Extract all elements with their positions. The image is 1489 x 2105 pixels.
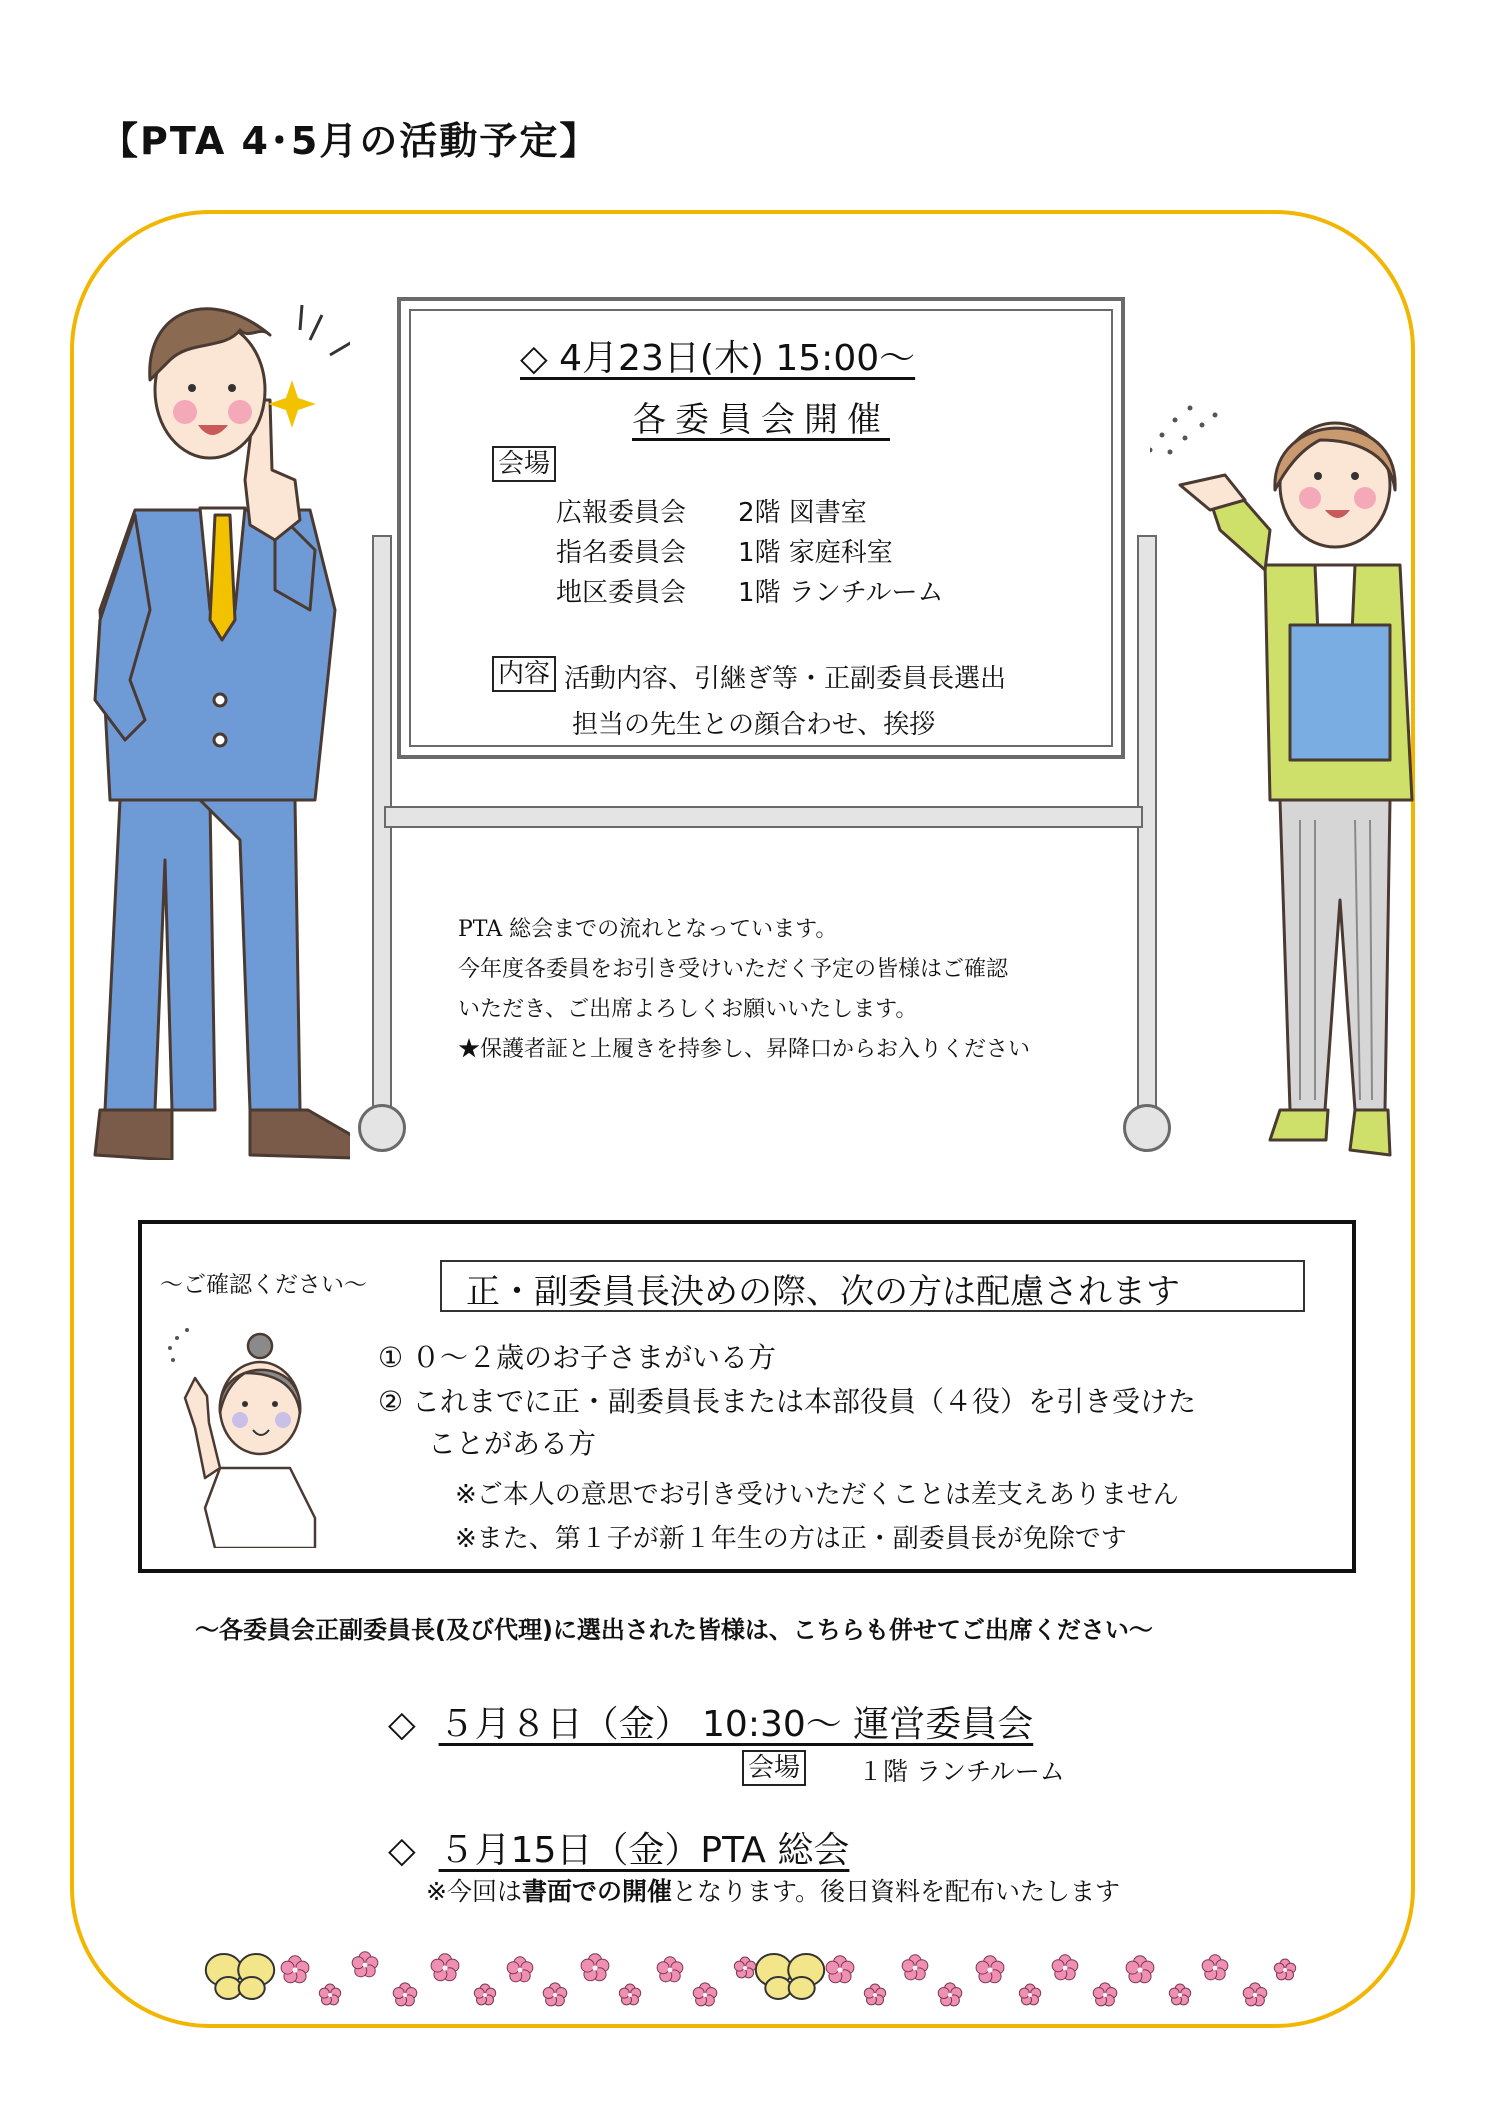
attendance-note: ～各委員会正副委員長(及び代理)に選出された皆様は、こちらも併せてご出席ください～: [195, 1616, 1153, 1644]
blossom-icon: [1202, 1955, 1228, 1980]
venue-name: 指名委員会: [556, 538, 687, 568]
board-date-line: ◇ 4月23日(木) 15:00～: [520, 338, 916, 379]
blossom-icon: [281, 1956, 309, 1983]
meeting2-line: [388, 1822, 849, 1873]
blossom-icon: [393, 1983, 417, 2006]
confirm-title: 正・副委員長決めの際、次の方は配慮されます: [466, 1272, 1180, 1312]
content-line: 担当の先生との顔合わせ、挨拶: [572, 710, 936, 740]
note-line: ★保護者証と上履きを持参し、昇降口からお入りください: [458, 1037, 1031, 1062]
meeting1-venue-label: 会場: [742, 1750, 806, 1786]
blossom-icon: [1274, 1959, 1295, 1980]
blossom-icon: [864, 1984, 885, 2005]
venue-label: 会場: [492, 446, 556, 482]
blossom-icon: [581, 1954, 609, 1981]
confirm-item: ことがある方: [428, 1427, 597, 1460]
blossom-icon: [431, 1954, 459, 1981]
blossom-icon: [1052, 1955, 1078, 1980]
content-line: 活動内容、引継ぎ等・正副委員長選出: [564, 664, 1007, 694]
meeting2-note: [426, 1872, 1120, 1908]
blossom-border: [200, 1940, 1300, 2015]
blossom-icon: [352, 1952, 378, 1977]
venue-name: 地区委員会: [556, 578, 687, 608]
blossom-decor-group: [206, 1952, 1296, 2006]
butterfly-icon: [206, 1954, 274, 1999]
meeting1-text: ５月８日（金） 10:30～ 運営委員会: [438, 1704, 1034, 1745]
note-line: PTA 総会までの流れとなっています。: [458, 917, 838, 942]
blossom-icon: [474, 1984, 495, 2005]
diamond-marker: ◇: [388, 1830, 416, 1871]
businessman-illustration: [60, 280, 350, 1160]
ok-sign-woman-illustration: [165, 1318, 325, 1548]
venue-row: [556, 532, 893, 569]
meeting2-note-prefix: ※今回は: [426, 1877, 522, 1906]
blossom-icon: [1126, 1956, 1154, 1983]
blossom-icon: [902, 1955, 928, 1980]
venue-place: 1階 家庭科室: [738, 538, 893, 568]
blossom-icon: [976, 1956, 1004, 1983]
blossom-icon: [1169, 1984, 1190, 2005]
board-heading: 各委員会開催: [632, 400, 890, 440]
meeting2-note-bold: 書面での開催: [521, 1877, 672, 1906]
venue-name: 広報委員会: [556, 498, 687, 528]
blossom-icon: [319, 1984, 340, 2005]
confirm-label: ～ご確認ください～: [160, 1272, 367, 1298]
blossom-icon: [619, 1984, 640, 2005]
content-label: 内容: [492, 656, 556, 692]
blossom-icon: [826, 1956, 854, 1983]
blossom-icon: [1093, 1983, 1117, 2006]
whiteboard-left-wheel: [358, 1104, 406, 1152]
meeting1-line: [388, 1696, 1033, 1747]
blossom-icon: [1243, 1983, 1267, 2006]
butterfly-icon: [756, 1954, 824, 1999]
blossom-icon: [543, 1983, 567, 2006]
confirm-note: ※また、第１子が新１年生の方は正・副委員長が免除です: [455, 1524, 1127, 1554]
blossom-icon: [657, 1957, 683, 1982]
meeting2-note-suffix: となります。後日資料を配布いたします: [671, 1877, 1120, 1906]
note-line: 今年度各委員をお引き受けいただく予定の皆様はご確認: [458, 957, 1009, 982]
blossom-icon: [693, 1983, 717, 2006]
confirm-item: ② これまでに正・副委員長または本部役員（４役）を引き受けた: [378, 1385, 1197, 1418]
venue-row: [556, 572, 944, 609]
blossom-icon: [1019, 1984, 1040, 2005]
confirm-note: ※ご本人の意思でお引き受けいただくことは差支えありません: [455, 1480, 1179, 1510]
meeting2-text: ５月15日（金）PTA 総会: [438, 1830, 850, 1871]
venue-row: [556, 492, 867, 529]
venue-place: 2階 図書室: [738, 498, 867, 528]
page-title: 【PTA 4･5月の活動予定】: [100, 119, 600, 163]
blossom-icon: [507, 1957, 533, 1982]
note-line: いただき、ご出席よろしくお願いいたします。: [458, 997, 918, 1022]
whiteboard-crossbar: [384, 806, 1143, 828]
meeting1-venue: １階 ランチルーム: [858, 1757, 1065, 1786]
confirm-item: ① ０～２歳のお子さまがいる方: [378, 1341, 777, 1374]
diamond-marker: ◇: [388, 1704, 416, 1745]
venue-place: 1階 ランチルーム: [738, 578, 944, 608]
blossom-icon: [734, 1957, 755, 1978]
blossom-icon: [938, 1983, 962, 2006]
businesswoman-illustration: [1150, 380, 1420, 1180]
